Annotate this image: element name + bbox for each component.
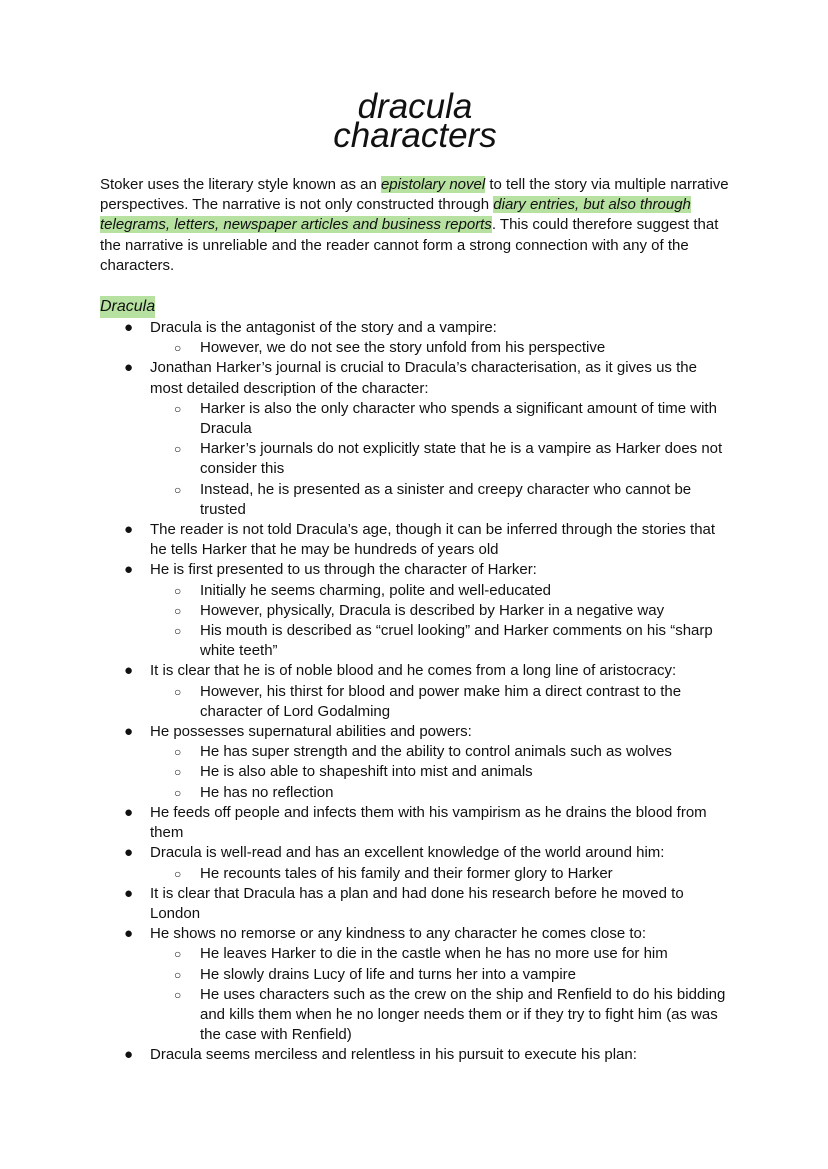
sub-list-item-text: He has super strength and the ability to control animals such as wolves xyxy=(200,743,672,761)
hollow-bullet-icon: ○ xyxy=(174,967,182,982)
sub-list-item-text: He slowly drains Lucy of life and turns her into a vampire xyxy=(200,965,577,983)
highlight-epistolary-novel: epistolary novel xyxy=(380,176,486,193)
list-item xyxy=(100,884,730,924)
hollow-bullet-icon: ○ xyxy=(174,684,182,699)
hollow-bullet-icon: ○ xyxy=(174,442,182,457)
list-item xyxy=(100,924,730,1045)
sub-list-item-text: He leaves Harker to die in the castle when he has no more use for him xyxy=(200,945,668,963)
list-item xyxy=(100,843,730,883)
list-item xyxy=(100,520,730,560)
hollow-bullet-icon: ○ xyxy=(174,341,182,356)
sub-list-item xyxy=(150,338,730,358)
bullet-dot-icon: ● xyxy=(124,925,134,943)
list-item xyxy=(100,803,730,843)
bullet-dot-icon: ● xyxy=(124,844,134,862)
sub-list xyxy=(150,399,730,520)
sub-list-item-text: However, we do not see the story unfold from his perspective xyxy=(200,339,606,357)
bullet-list xyxy=(100,318,730,1066)
list-item xyxy=(100,1045,730,1065)
sub-list-item-text: He uses characters such as the crew on the ship and Renfield to do his bidding and kills them when he no longer needs them or if they try to fight him (as was the case with Renfield) xyxy=(200,985,726,1044)
sub-list-item xyxy=(150,742,730,762)
bullet-dot-icon: ● xyxy=(124,662,134,680)
document-title xyxy=(100,87,730,155)
bullet-dot-icon: ● xyxy=(124,521,134,539)
list-item-text: Jonathan Harker’s journal is crucial to Dracula’s characterisation, as it gives us the most detailed description of the character: xyxy=(150,359,697,397)
sub-list-item-text: However, his thirst for blood and power make him a direct contrast to the character of Lord Godalming xyxy=(200,682,682,720)
sub-list-item-text: However, physically, Dracula is described by Harker in a negative way xyxy=(200,601,665,619)
sub-list-item xyxy=(150,944,730,964)
section-heading-dracula: Dracula xyxy=(100,296,155,318)
sub-list-item-text: Initially he seems charming, polite and well-educated xyxy=(200,581,552,599)
sub-list-item xyxy=(150,985,730,1046)
hollow-bullet-icon: ○ xyxy=(174,482,182,497)
sub-list-item xyxy=(150,965,730,985)
sub-list-item-text: His mouth is described as “cruel looking” and Harker comments on his “sharp white teeth” xyxy=(200,622,713,660)
list-item xyxy=(100,560,730,661)
hollow-bullet-icon: ○ xyxy=(174,866,182,881)
sub-list xyxy=(150,742,730,803)
intro-text-3: . This could therefore suggest that the narrative is unreliable and the reader cannot form a strong connection with any of the characters. xyxy=(100,216,719,274)
hollow-bullet-icon: ○ xyxy=(174,583,182,598)
list-item-text: It is clear that he is of noble blood and he comes from a long line of aristocracy: xyxy=(150,662,677,680)
sub-list-item xyxy=(150,480,730,520)
sub-list-item-text: Instead, he is presented as a sinister and creepy character who cannot be trusted xyxy=(200,480,692,518)
bullet-dot-icon: ● xyxy=(124,359,134,377)
hollow-bullet-icon: ○ xyxy=(174,603,182,618)
hollow-bullet-icon: ○ xyxy=(174,624,182,639)
hollow-bullet-icon: ○ xyxy=(174,401,182,416)
list-item-text: The reader is not told Dracula’s age, though it can be inferred through the stories that he tells Harker that he may be hundreds of years old xyxy=(150,521,716,559)
sub-list-item-text: Harker’s journals do not explicitly state that he is a vampire as Harker does not consider this xyxy=(200,440,723,478)
hollow-bullet-icon: ○ xyxy=(174,987,182,1002)
bullet-dot-icon: ● xyxy=(124,561,134,579)
hollow-bullet-icon: ○ xyxy=(174,765,182,780)
bullet-dot-icon: ● xyxy=(124,319,134,337)
list-item-text: He possesses supernatural abilities and powers: xyxy=(150,723,472,741)
list-item xyxy=(100,722,730,803)
intro-text-2: to tell the story via multiple narrative perspectives. The narrative is not only constructed through xyxy=(100,176,729,214)
sub-list-item-text: Harker is also the only character who spends a significant amount of time with Dracula xyxy=(200,399,717,438)
sub-list-item xyxy=(150,439,730,479)
sub-list-item xyxy=(150,621,730,661)
sub-list xyxy=(150,338,730,358)
title-line-1: dracula xyxy=(357,87,473,126)
list-item xyxy=(100,318,730,358)
highlight-narrative-forms: diary entries, but also through telegrams, letters, newspaper articles and business reports xyxy=(100,196,691,234)
sub-list-item xyxy=(150,581,730,601)
intro-text-1: Stoker uses the literary style known as an xyxy=(100,176,381,193)
intro-paragraph xyxy=(100,175,730,276)
list-item-text: He is first presented to us through the character of Harker: xyxy=(150,561,537,579)
sub-list xyxy=(150,864,730,884)
hollow-bullet-icon: ○ xyxy=(174,745,182,760)
sub-list-item-text: He has no reflection xyxy=(200,783,334,801)
sub-list-item-text: He is also able to shapeshift into mist and animals xyxy=(200,763,533,781)
sub-list-item xyxy=(150,601,730,621)
sub-list-item xyxy=(150,682,730,722)
list-item-text: He shows no remorse or any kindness to any character he comes close to: xyxy=(150,925,647,943)
list-item-text: Dracula is the antagonist of the story and a vampire: xyxy=(150,319,497,337)
bullet-dot-icon: ● xyxy=(124,1046,134,1064)
sub-list-item xyxy=(150,762,730,782)
sub-list-item xyxy=(150,783,730,803)
list-item-text: Dracula seems merciless and relentless in his pursuit to execute his plan: xyxy=(150,1046,637,1064)
bullet-dot-icon: ● xyxy=(124,803,134,821)
list-item xyxy=(100,358,730,520)
bullet-dot-icon: ● xyxy=(124,884,134,902)
hollow-bullet-icon: ○ xyxy=(174,947,182,962)
list-item-text: He feeds off people and infects them with his vampirism as he drains the blood from them xyxy=(150,803,707,842)
list-item-text: Dracula is well-read and has an excellent knowledge of the world around him: xyxy=(150,844,665,862)
sub-list xyxy=(150,682,730,722)
sub-list-item xyxy=(150,864,730,884)
hollow-bullet-icon: ○ xyxy=(174,785,182,800)
bullet-dot-icon: ● xyxy=(124,723,134,741)
sub-list-item xyxy=(150,399,730,439)
title-line-2: characters xyxy=(333,116,497,155)
sub-list xyxy=(150,944,730,1045)
sub-list-item-text: He recounts tales of his family and their former glory to Harker xyxy=(200,864,613,882)
list-item-text: It is clear that Dracula has a plan and had done his research before he moved to London xyxy=(150,884,684,922)
sub-list xyxy=(150,581,730,662)
list-item xyxy=(100,661,730,722)
